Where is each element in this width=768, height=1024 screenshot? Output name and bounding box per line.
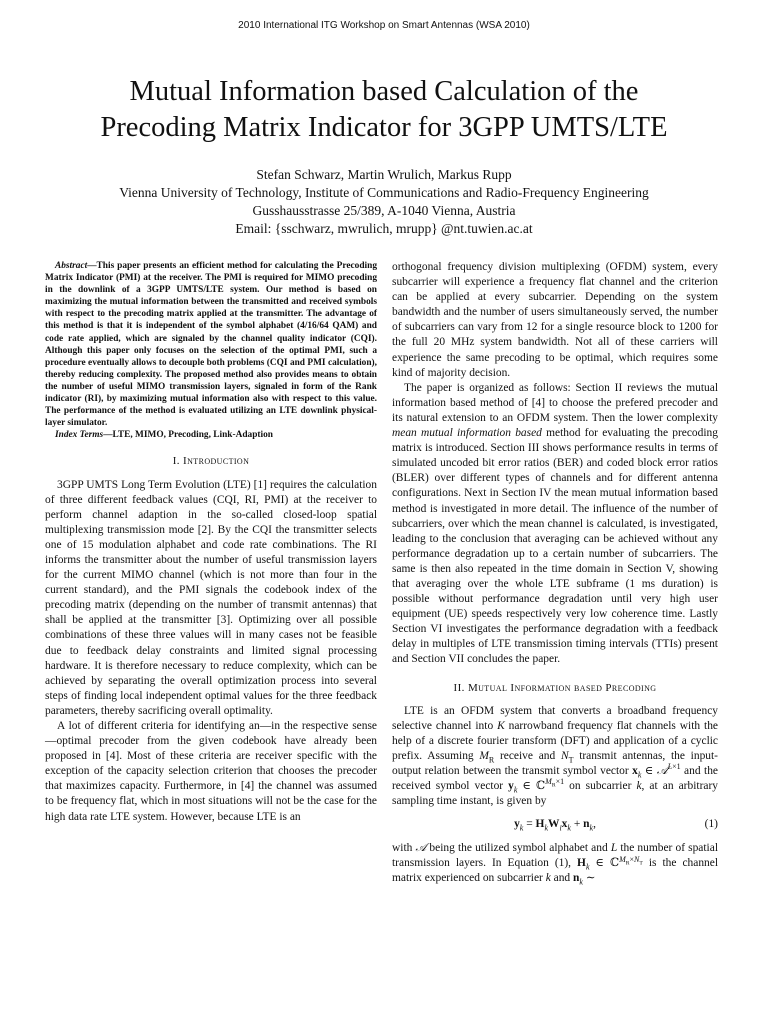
abstract-label: Abstract (55, 261, 88, 271)
left-column (45, 260, 377, 1020)
text-run: and (550, 872, 574, 885)
paragraph (392, 841, 718, 886)
math-subscript: T (568, 755, 574, 765)
math-symbol: M (479, 749, 489, 762)
paragraph: 3GPP UMTS Long Term Evolution (LTE) [1] requires the calculation of three different feedback values (CQI, RI, PMI) at the receiver to perform channel adaption in the so-called closed-loop spatial multiplexing transmission mode [2]. By the CQI the transmitter selects one of 15 modulation alphabet and code rate combinations. The RI informs the transmitter about the number of useful transmission layers for the current MIMO channel (which is not more than four in the current standard), and the PMI signals the codebook index of the precoding matrix (depending on the number of transmit antennas) that shall be applied at the transmitter [3]. Optimizing over all possible combinations of these three values will in many cases not be feasible due to feedback delay constraints and limited signal processing hardware. It is therefore necessary to reduce complexity, which can be achieved by separating the overall optimization process into several steps of finding local independent optimal values for the three feedback parameters, thereby sacrificing overall optimality. (45, 478, 377, 717)
math-symbol: K (497, 719, 505, 732)
text-run: the number of spatial transmission layers. In Equation (1), (392, 842, 718, 870)
author-names: Stefan Schwarz, Martin Wrulich, Markus Rupp (256, 167, 512, 182)
math-symbol: k (545, 872, 551, 885)
abstract (45, 260, 377, 441)
paragraph (392, 704, 718, 810)
text-run: method for evaluating the precoding matrix is introduced. Section III shows performance results in terms of simulated uncoded bit error ratios (BER) and coded block error ratios (BLER) over different types of channels and for different antenna configurations. Next in Section IV the mean mutual information based method is investigated in more detail. The influence of the number of subcarriers, over which the mean channel is calculated, is investigated, leading to the conclusion that averaging can be achieved without any performance degradation up to a certain number of subcarriers. The same is then also repeated in the time domain in Section V, showing that averaging over the whole LTE subframe (1 ms duration) is possible without performance degradation until very high user equipment (UE) speeds respectively very low coherence time. Lastly Section VI investigates the performance degradation with a feedback delay in multiples of LTE transmission timing intervals (TTIs) present and Section VII concludes the paper. (392, 427, 718, 666)
author-address: Gusshausstrasse 25/389, A-1040 Vienna, Austria (252, 203, 516, 218)
text-run: receive and (494, 749, 561, 762)
text-run: and the received symbol vector (392, 765, 718, 793)
text-run: The paper is organized as follows: Section II reviews the mutual information based method of [4] to choose the prefered precoder and its natural extension to an OFDM system. Then the lower complexity (392, 381, 718, 424)
title-line-1: Mutual Information based Calculation of the (129, 76, 639, 107)
math-symbol: N (560, 749, 569, 762)
emphasis-text: mean mutual information based (392, 427, 542, 440)
section-heading-introduction: I. Introduction (172, 455, 250, 468)
right-column (392, 260, 718, 1020)
index-terms (45, 429, 377, 441)
paragraph: A lot of different criteria for identifying an—in the respective sense—optimal precoder from the given codebook have already been proposed in [4]. Most of these criteria are receiver specific with the exception of the capacity selection criterion that chooses the precoder that maximizes capacity. Furthermore, in [4] the channel was assumed to be frequency flat, which in most situations will not be the case for the high data rate LTE system. However, because LTE is an (45, 720, 377, 823)
text-run: with (392, 842, 416, 855)
index-terms-label: Index Terms (55, 430, 104, 441)
math-inline-hk: $H_k$ ∈ ℂ$^{M_R\times N_T}$ (577, 854, 643, 872)
conference-header: 2010 International ITG Workshop on Smart Antennas (WSA 2010) (238, 20, 530, 31)
author-block (34, 166, 734, 238)
text-run: , at an arbitrary sampling time instant, is given by (392, 780, 718, 808)
math-symbol: k (636, 780, 642, 793)
equation-number: (1) (704, 818, 718, 831)
math-symbol: 𝒜 (415, 842, 427, 855)
math-subscript: R (488, 755, 495, 765)
paragraph: orthogonal frequency division multiplexing (OFDM) system, every subcarrier will experience a frequency flat channel and the criterion can be applied at every subcarrier. Depending on the system bandwidth and the number of users simultaneously served, the number of subcarriers can vary from 12 for a single resource block to 1200 for the full 20 MHz system bandwidth. Not all of these carriers will experience the same precoding to be optimal, which requires some kind of majority decision. (392, 261, 718, 379)
author-email: Email: {sschwarz, mwrulich, mrupp} @nt.tuwien.ac.at (235, 221, 533, 236)
paper-title (34, 74, 734, 146)
math-inline-nk: $n_k$ (573, 872, 583, 887)
abstract-text: —This paper presents an efficient method for calculating the Precoding Matrix Indicator (PMI) at the receiver. The PMI is required for MIMO precoding in the downlink of a 3GPP UMTS/LTE system. Our method is based on maximizing the mutual information between the transmitted and received symbols with respect to the precoding matrix applied at the transmitter. The advantage of this method is that it is independent of the symbol alphabet (4/16/64 QAM) and code rate applied, which are signaled by the channel quality indicator (CQI). Although this paper only focuses on the selection of the optimal PMI, such a procedure eventually allows to decouple both problems (CQI and PMI calculation), thereby reducing complexity. The proposed method also provides means to obtain the number of useful MIMO transmission layers, signaled in form of the Rank indicator (RI), by maximizing mutual information also with respect to this value. The performance of the method is evaluated utilizing an LTE downlink physical-layer simulator. (45, 261, 377, 429)
text-run: narrowband frequency flat channels with the help of a discrete fourier transform (DFT) and application of a cyclic prefix. Assuming (392, 719, 718, 762)
equation-1 (392, 817, 718, 835)
text-run: on subcarrier (564, 780, 637, 793)
abstract-paragraph (45, 260, 377, 429)
section-heading-mutual-information: II. Mutual Information based Precoding (453, 681, 657, 694)
equation-body: $y_k = H_kW_ix_k + n_k$, (514, 818, 596, 833)
text-run: LTE is an OFDM system that converts a broadband frequency selective channel into (392, 704, 718, 732)
index-terms-text: —LTE, MIMO, Precoding, Link-Adaption (103, 430, 273, 441)
text-run: is the channel matrix experienced on subcarrier (392, 857, 719, 885)
math-inline-yk: $y_k$ ∈ ℂ$^{M_R\times 1}$ (508, 777, 565, 795)
text-run: transmit antennas, the input-output relation between the transmit symbol vector (392, 749, 718, 777)
text-run: being the utilized symbol alphabet and (426, 842, 611, 855)
author-affiliation: Vienna University of Technology, Institute of Communications and Radio-Frequency Engineering (119, 185, 649, 200)
text-run: ∼ (582, 872, 596, 885)
math-inline-xk: $x_k$ ∈ 𝒜$^{L\times 1}$ (632, 762, 681, 780)
title-line-2: Precoding Matrix Indicator for 3GPP UMTS/LTE (100, 112, 668, 143)
math-symbol: L (610, 842, 618, 855)
paragraph (392, 381, 718, 668)
